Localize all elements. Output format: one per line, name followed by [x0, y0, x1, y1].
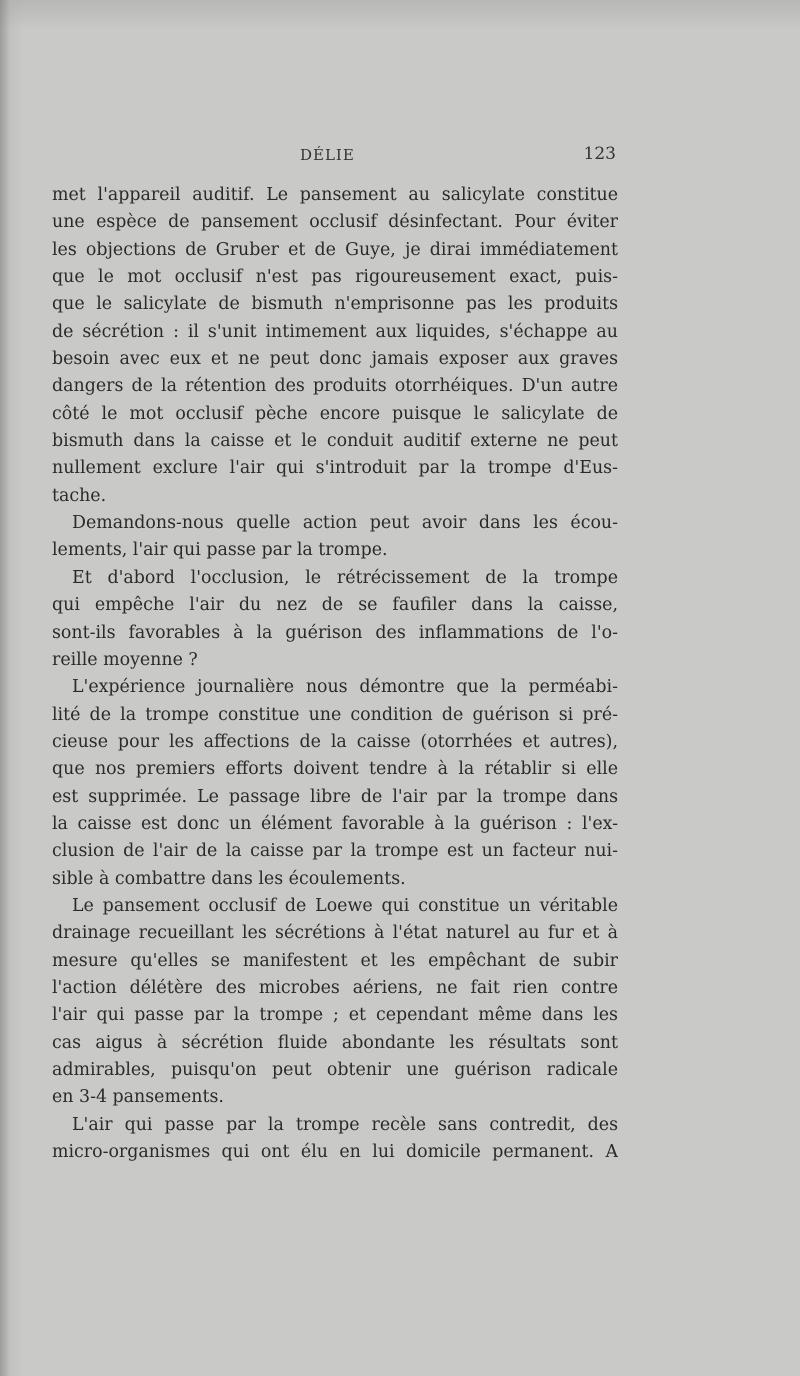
text-line: la caisse est donc un élément favorable à la guérison : l'ex-: [52, 813, 618, 834]
running-head: [52, 146, 618, 170]
text-line: que le salicylate de bismuth n'emprisonne pas les produits: [52, 294, 618, 315]
text-line: que nos premiers efforts doivent tendre à la rétablir si elle: [52, 759, 618, 780]
text-line: admirables, puisqu'on peut obtenir une guérison radicale: [52, 1060, 618, 1080]
text-line: mesure qu'elles se manifestent et les empêchant de subir: [52, 950, 618, 971]
text-line: met l'appareil auditif. Le pansement au salicylate constitue: [52, 185, 618, 205]
text-line: de sécrétion : il s'unit intimement aux liquides, s'échappe au: [52, 321, 618, 342]
text-line: l'action délétère des microbes aériens, ne fait rien contre: [52, 977, 618, 998]
text-line: clusion de l'air de la caisse par la trompe est un facteur nui-: [52, 841, 618, 862]
running-title: DÉLIE: [300, 146, 355, 164]
text-line: côté le mot occlusif pèche encore puisque le salicylate de: [52, 403, 618, 424]
text-line: en 3-4 pansements.: [52, 1087, 224, 1108]
body-text: [52, 182, 618, 1166]
text-line: qui empêche l'air du nez de se faufiler dans la caisse,: [52, 595, 618, 616]
text-line: que le mot occlusif n'est pas rigoureusement exact, puis-: [52, 267, 618, 288]
text-line: cieuse pour les affections de la caisse (otorrhées et autres),: [52, 731, 618, 752]
text-line: Et d'abord l'occlusion, le rétrécissement de la trompe: [72, 567, 618, 588]
text-line: une espèce de pansement occlusif désinfectant. Pour éviter: [52, 212, 618, 233]
text-line: micro-organismes qui ont élu en lui domicile permanent. A: [52, 1142, 618, 1163]
text-line: lements, l'air qui passe par la trompe.: [52, 540, 388, 561]
text-line: sont-ils favorables à la guérison des inflammations de l'o-: [52, 622, 618, 643]
text-line: besoin avec eux et ne peut donc jamais exposer aux graves: [52, 349, 618, 370]
text-line: nullement exclure l'air qui s'introduit par la trompe d'Eus-: [52, 458, 618, 479]
text-line: reille moyenne ?: [52, 649, 198, 670]
text-line: l'air qui passe par la trompe ; et cependant même dans les: [52, 1005, 618, 1026]
text-line: dangers de la rétention des produits otorrhéiques. D'un autre: [52, 376, 618, 397]
text-line: Le pansement occlusif de Loewe qui constitue un véritable: [72, 895, 618, 916]
text-line: lité de la trompe constitue une condition de guérison si pré-: [52, 704, 618, 725]
text-line: est supprimée. Le passage libre de l'air par la trompe dans: [52, 786, 618, 807]
text-line: L'expérience journalière nous démontre que la perméabi-: [72, 677, 618, 698]
text-line: bismuth dans la caisse et le conduit auditif externe ne peut: [52, 431, 618, 452]
text-line: L'air qui passe par la trompe recèle sans contredit, des: [72, 1114, 618, 1135]
text-line: Demandons-nous quelle action peut avoir dans les écou-: [72, 513, 618, 534]
text-line: sible à combattre dans les écoulements.: [52, 868, 406, 889]
text-line: tache.: [52, 485, 107, 506]
text-line: les objections de Gruber et de Guye, je dirai immédiatement: [52, 239, 618, 260]
text-line: cas aigus à sécrétion fluide abondante les résultats sont: [52, 1032, 618, 1053]
page-number: 123: [583, 144, 616, 164]
text-line: drainage recueillant les sécrétions à l'état naturel au fur et à: [52, 923, 618, 944]
